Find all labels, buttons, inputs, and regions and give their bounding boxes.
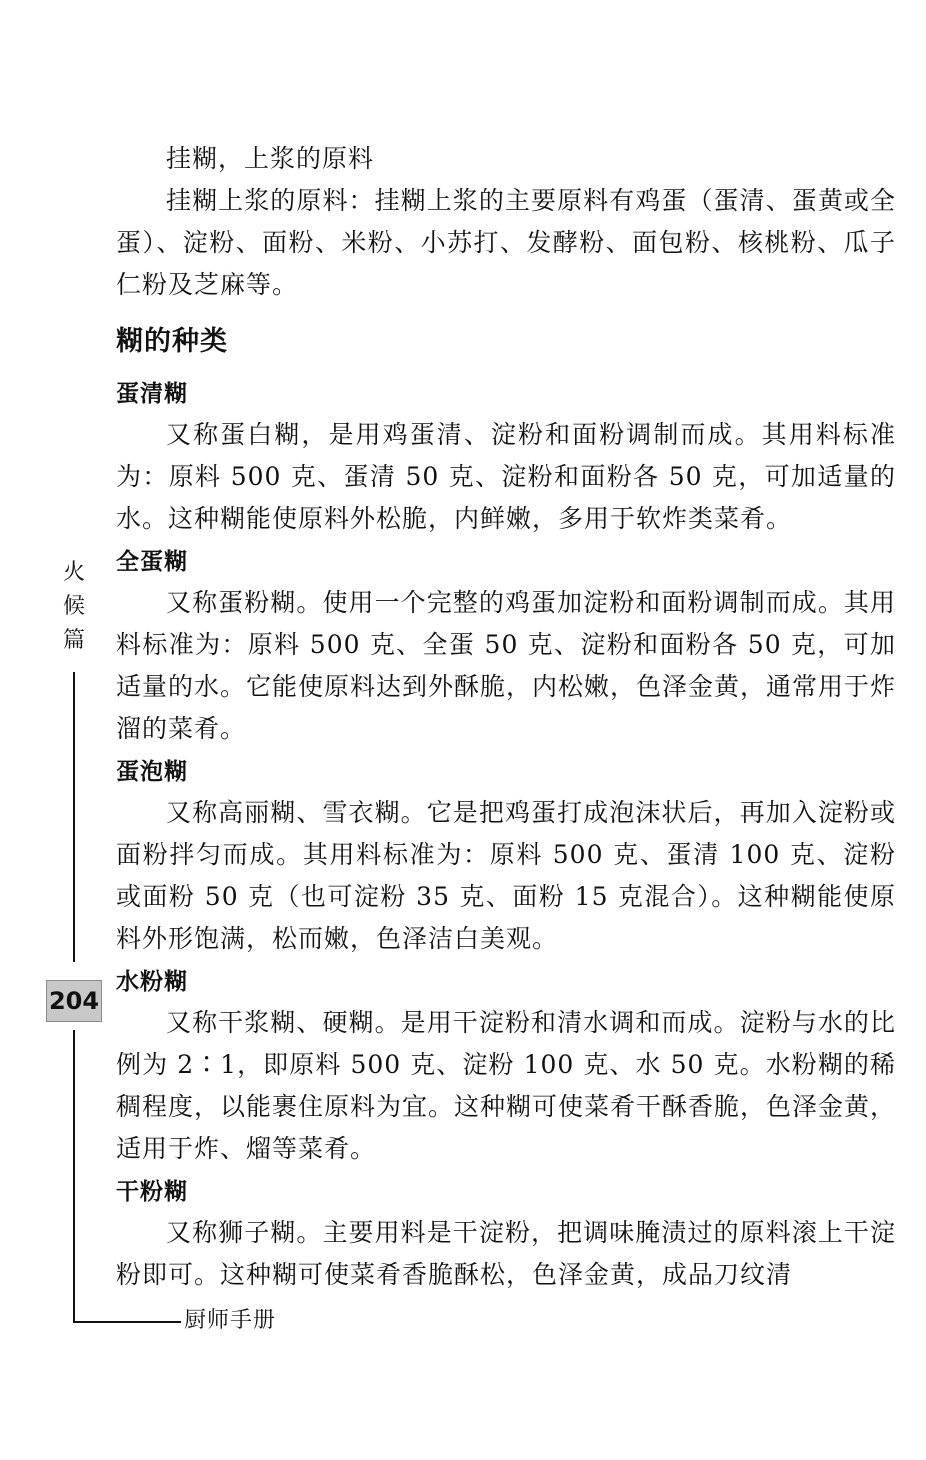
side-rule-bottom bbox=[73, 1030, 75, 1322]
page-number-badge: 204 bbox=[46, 980, 102, 1022]
item-paragraph-egg-white-batter: 又称蛋白糊，是用鸡蛋清、淀粉和面粉调制而成。其用料标准为：原料 500 克、蛋清 50 克、淀粉和面粉各 50 克，可加适量的水。这种糊能使原料外松脆，内鲜嫩，多用于软炸类菜肴。 bbox=[116, 420, 896, 533]
item-paragraph-water-starch-batter: 又称干浆糊、硬糊。是用干淀粉和清水调和而成。淀粉与水的比例为 2∶1，即原料 500 克、淀粉 100 克、水 50 克。水粉糊的稀稠程度，以能裹住原料为宜。这种糊可使菜肴干酥香脆，色泽金黄，适用于炸、熘等菜肴。 bbox=[116, 1008, 897, 1163]
item-title-dry-starch-batter: 干粉糊 bbox=[116, 1179, 188, 1205]
footer-rule bbox=[73, 1321, 181, 1323]
item-title-egg-foam-batter: 蛋泡糊 bbox=[116, 759, 188, 785]
section-title: 糊的种类 bbox=[116, 326, 228, 357]
chapter-char: 候 bbox=[62, 594, 85, 619]
item-title-whole-egg-batter: 全蛋糊 bbox=[116, 549, 188, 575]
item-paragraph-whole-egg-batter: 又称蛋粉糊。使用一个完整的鸡蛋加淀粉和面粉调制而成。其用料标准为：原料 500 克、全蛋 50 克、淀粉和面粉各 50 克，可加适量的水。它能使原料达到外酥脆，内松嫩，色泽金黄，通常用于炸溜的菜肴。 bbox=[116, 588, 897, 743]
page-content bbox=[116, 138, 896, 1296]
item-title-egg-white-batter: 蛋清糊 bbox=[116, 381, 188, 407]
item-paragraph-egg-foam-batter: 又称高丽糊、雪衣糊。它是把鸡蛋打成泡沫状后，再加入淀粉或面粉拌匀而成。其用料标准为：原料 500 克、蛋清 100 克、淀粉或面粉 50 克（也可淀粉 35 克、面粉 15 克混合）。这种糊能使原料外形饱满，松而嫩，色泽洁白美观。 bbox=[116, 798, 896, 953]
side-rule-top bbox=[73, 672, 75, 962]
chapter-side-title bbox=[60, 556, 88, 658]
intro-paragraph: 挂糊上浆的原料：挂糊上浆的主要原料有鸡蛋（蛋清、蛋黄或全蛋）、淀粉、面粉、米粉、小苏打、发酵粉、面包粉、核桃粉、瓜子仁粉及芝麻等。 bbox=[116, 186, 896, 299]
item-title-water-starch-batter: 水粉糊 bbox=[116, 969, 188, 995]
item-paragraph-dry-starch-batter: 又称狮子糊。主要用料是干淀粉，把调味腌渍过的原料滚上干淀粉即可。这种糊可使菜肴香脆酥松，色泽金黄，成品刀纹清 bbox=[116, 1218, 896, 1289]
chapter-char: 篇 bbox=[62, 628, 85, 653]
chapter-char: 火 bbox=[62, 560, 85, 585]
footer-book-title: 厨师手册 bbox=[184, 1308, 277, 1333]
intro-heading: 挂糊，上浆的原料 bbox=[166, 144, 375, 173]
